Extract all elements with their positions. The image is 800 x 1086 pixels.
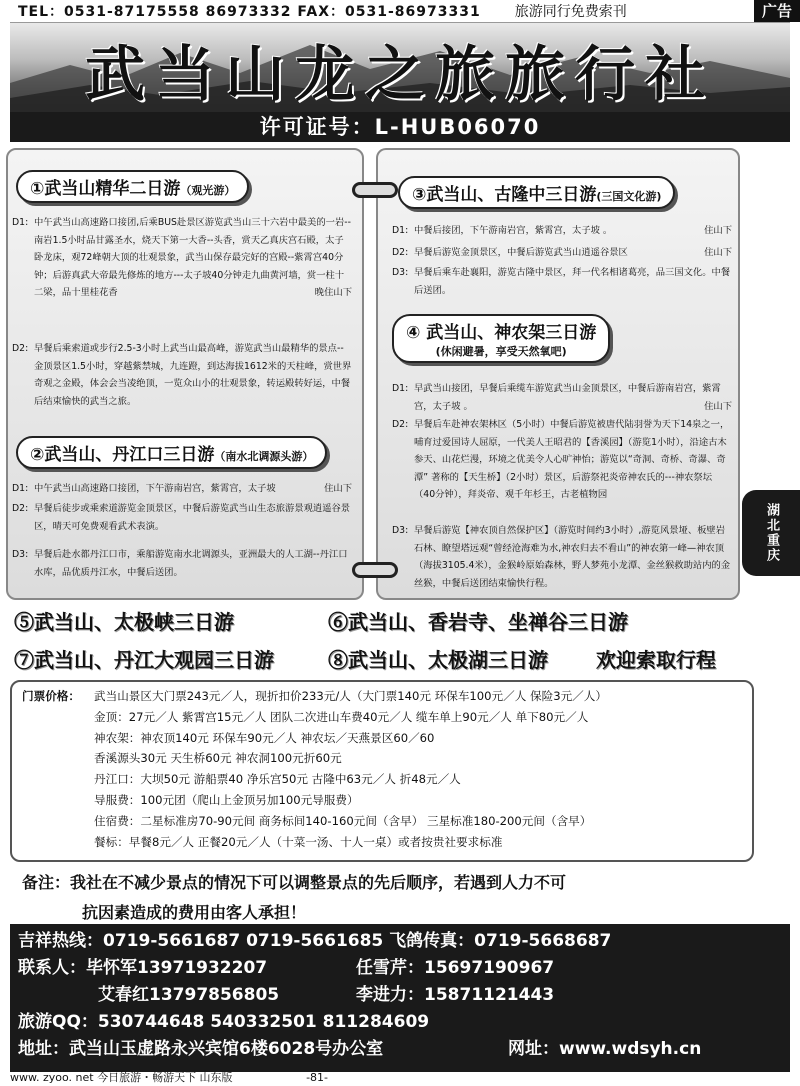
free-index-text: 旅游同行免费索刊 <box>514 4 627 20</box>
price-row: 丹江口：大坝50元 游船票40 净乐宫50元 古隆中63元／人 折48元／人 <box>94 772 461 787</box>
route-3-day-1: D1: 中餐后接团，下午游南岩宫，紫霄宫，太子坡 。 住山下 <box>392 225 732 236</box>
binder-ring-top <box>352 182 398 198</box>
agency-title: 武当山龙之旅旅行社 <box>85 40 715 110</box>
route-8-title: ⑧武当山、太极湖三日游 <box>328 648 548 672</box>
ad-badge: 广告 <box>754 0 800 22</box>
tel-fax: TEL：0531-87175558 86973332 FAX：0531-86973331 <box>18 4 481 20</box>
route-2-day-1: D1: 中午武当山高速路口接团，下午游南岩宫，紫霄宫，太子坡 住山下 <box>12 483 352 494</box>
price-row: 住宿费：二星标准房70-90元间 商务标间140-160元间（含早） 三星标准180-200元间（含早） <box>94 813 592 828</box>
qq-row: 旅游QQ：530744648 540332501 811284609 <box>18 1012 430 1032</box>
prices-title: 门票价格： <box>22 689 80 703</box>
route-4-day-1: D1: 早武当山接团，早餐后乘缆车游览武当山金顶景区，中餐后游南岩宫，紫霄宫，太子坡 。 住山下 <box>392 383 732 412</box>
route-4-day-2: D2: 早餐后车赴神农架林区（5小时）中餐后游览被唐代陆羽誉为天下14泉之一，哺育过爱国诗人屈原，一代美人王昭君的【香溪园】（游览1小时），沿途古木参天、山花烂漫，环境之优美令人心旷神怡；游览以“奇洞、奇桥、奇瀑、奇潭” 著称的【天生桥】（2小时）景区，后游祭祀炎帝神农氏的---神农祭坛（40分钟），拜炎帝、观千年杉王，古老植物园 <box>392 419 730 500</box>
price-row: 香溪源头30元 天生桥60元 神农洞100元折60元 <box>94 751 342 766</box>
welcome-text: 欢迎索取行程 <box>596 648 716 672</box>
route-6-title: ⑥武当山、香岩寺、坐禅谷三日游 <box>328 610 628 634</box>
page-number: -81- <box>306 1071 328 1084</box>
price-row: 餐标：早餐8元／人 正餐20元／人（十菜一汤、十人一桌）或者按贵社要求标准 <box>94 834 503 849</box>
route-4-day-3: D3: 早餐后游览【神农顶自然保护区】（游览时间约3小时）,游览风景垭、板壁岩石林、瞭望塔远观“曾经沧海难为水,神农归去不看山”的神农第一峰—神农顶（海拔3105.4米），金猴岭原始森林，野人梦苑小龙潭、金丝猴救助站内的金丝猴，中餐后送团结束愉快行程。 <box>392 525 731 589</box>
contact-row-1: 联系人：毕怀军13971932207 任雪芹：15697190967 <box>18 958 555 978</box>
route-2-day-2: D2: 早餐后徒步或乘索道游览金顶景区，中餐后游览武当山生态旅游景观逍遥谷景区，晴天可免费观看武术表演。 <box>12 503 351 532</box>
license-number: 许可证号：L-HUB06070 <box>10 112 790 142</box>
route-1-day-1: D1: 中午武当山高速路口接团,后乘BUS赴景区游览武当山三十六岩中最美的一岩--南岩1.5小时品甘露圣水，烧天下第一大香--头香，赏天乙真庆宫石殿，太子卧龙床，观72峰朝大顶的壮观景象，武当山保存最完好的宫殿--紫霄宫40分钟；后游真武大帝最先修炼的地方---太子坡40分钟走九曲黄河墙，赏一柱十二梁，品十里桂花香 晚住山下 <box>12 217 352 298</box>
route-5-title: ⑤武当山、太极峡三日游 <box>14 610 234 634</box>
top-bar <box>0 0 800 22</box>
price-row: 神农架：神农顶140元 环保车90元／人 神农坛／天燕景区60／60 <box>94 730 435 745</box>
route-3-day-2: D2: 早餐后游览金顶景区，中餐后游览武当山逍遥谷景区 住山下 <box>392 247 732 258</box>
route-1-day-2: D2: 早餐后乘索道或步行2.5-3小时上武当山最高峰，游览武当山最精华的景点--金顶景区1.5小时，穿越紫禁城，九连蹬，到达海拔1612米的天柱峰，赏世界奇观之金殿，体会会当凌绝顶，一览众山小的壮观景象，转运殿转好运，中餐后结束愉快的武当之旅。 <box>12 343 352 407</box>
contact-block <box>10 924 790 1072</box>
contact-row-2: 艾春红13797856805 李进力：15871121443 <box>98 985 555 1005</box>
route-3-day-3: D3: 早餐后乘车赴襄阳，游览古隆中景区，拜一代名相诸葛亮，品三国文化。中餐后送团。 <box>392 267 731 296</box>
region-tab: 湖北重庆 <box>742 490 800 576</box>
route-1-title: ①武当山精华二日游（观光游） <box>16 170 249 203</box>
address-row: 地址：武当山玉虚路永兴宾馆6楼6028号办公室 网址：www.wdsyh.cn <box>18 1039 702 1059</box>
price-row: 金顶：27元／人 紫霄宫15元／人 团队二次进山车费40元／人 缆车单上90元／人 单下80元／人 <box>94 709 589 724</box>
footer <box>0 1070 800 1086</box>
route-3-title: ③武当山、古隆中三日游(三国文化游) <box>398 176 675 209</box>
price-row: 门票价格： 武当山景区大门票243元／人，现折扣价233元/人（大门票140元 环保车100元／人 保险3元／人） <box>22 686 742 707</box>
route-2-title: ②武当山、丹江口三日游（南水北调源头游） <box>16 436 327 469</box>
route-2-day-3: D3: 早餐后赴水都丹江口市，乘船游览南水北调源头，亚洲最大的人工湖--丹江口水库，品优质丹江水，中餐后送团。 <box>12 549 348 578</box>
ticket-prices-box <box>10 680 754 862</box>
route-4-title: ④ 武当山、神农架三日游 (休闲避暑，享受天然氧吧) <box>392 314 610 363</box>
banner <box>10 22 790 113</box>
remark-note: 备注：我社在不减少景点的情况下可以调整景点的先后顺序，若遇到人力不可 抗因素造成的费用由客人承担！ <box>22 873 567 922</box>
hotline: 吉祥热线：0719-5661687 0719-5661685 飞鸽传真：0719-5668687 <box>18 931 612 951</box>
price-row: 导服费：100元团（爬山上金顶另加100元导服费） <box>94 792 359 807</box>
route-7-title: ⑦武当山、丹江大观园三日游 <box>14 648 274 672</box>
footer-site: www. zyoo. net 今日旅游・畅游天下 山东版 <box>10 1071 233 1084</box>
